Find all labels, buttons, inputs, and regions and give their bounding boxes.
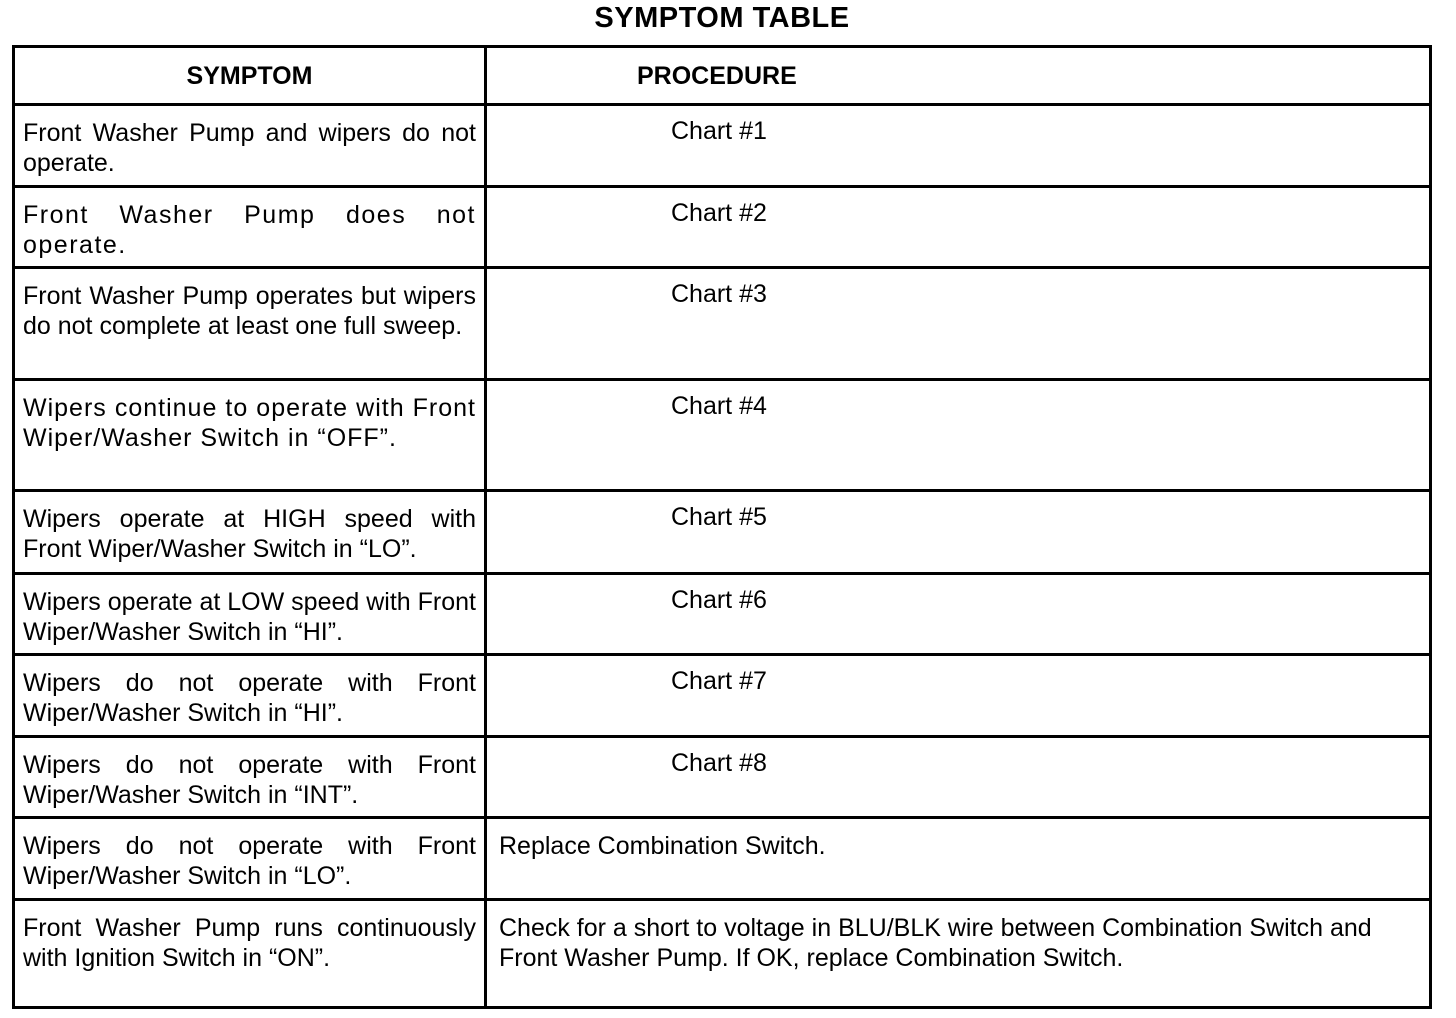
procedure-cell: Chart #6 [671, 586, 767, 614]
symptom-cell: Wipers continue to operate with Front Wiper/Washer Switch in “OFF”. [15, 381, 487, 489]
symptom-cell: Wipers do not operate with Front Wiper/Washer Switch in “LO”. [15, 819, 487, 898]
table-row [15, 188, 1429, 269]
page-title: SYMPTOM TABLE [594, 2, 850, 34]
procedure-cell: Chart #7 [671, 667, 767, 695]
procedure-cell: Chart #4 [671, 392, 767, 420]
table-header-row [15, 48, 1429, 106]
symptom-cell: Wipers do not operate with Front Wiper/Washer Switch in “INT”. [15, 738, 487, 816]
symptom-column-header: SYMPTOM [15, 48, 487, 103]
procedure-cell: Check for a short to voltage in BLU/BLK wire between Combination Switch and Front Washer Pump. If OK, replace Combination Switch. [499, 914, 1372, 972]
procedure-cell: Replace Combination Switch. [499, 832, 826, 860]
table-row [15, 106, 1429, 188]
procedure-cell: Chart #1 [671, 117, 767, 145]
symptom-cell: Wipers operate at HIGH speed with Front Wiper/Washer Switch in “LO”. [15, 492, 487, 572]
symptom-table [12, 45, 1432, 1009]
table-row [15, 381, 1429, 492]
table-row [15, 819, 1429, 901]
symptom-cell: Front Washer Pump does not operate. [15, 188, 487, 266]
procedure-cell: Chart #3 [671, 280, 767, 308]
symptom-cell: Front Washer Pump operates but wipers do not complete at least one full sweep. [15, 269, 487, 378]
table-row [15, 575, 1429, 656]
symptom-cell: Wipers operate at LOW speed with Front Wiper/Washer Switch in “HI”. [15, 575, 487, 653]
table-row [15, 492, 1429, 575]
procedure-cell: Chart #2 [671, 199, 767, 227]
procedure-cell: Chart #5 [671, 503, 767, 531]
table-row [15, 738, 1429, 819]
procedure-column-header: PROCEDURE [637, 61, 797, 90]
symptom-cell: Front Washer Pump and wipers do not operate. [15, 106, 487, 185]
table-row [15, 901, 1429, 1006]
table-row [15, 656, 1429, 738]
symptom-cell: Wipers do not operate with Front Wiper/Washer Switch in “HI”. [15, 656, 487, 735]
table-row [15, 269, 1429, 381]
symptom-cell: Front Washer Pump runs continuously with Ignition Switch in “ON”. [15, 901, 487, 1006]
procedure-cell: Chart #8 [671, 749, 767, 777]
